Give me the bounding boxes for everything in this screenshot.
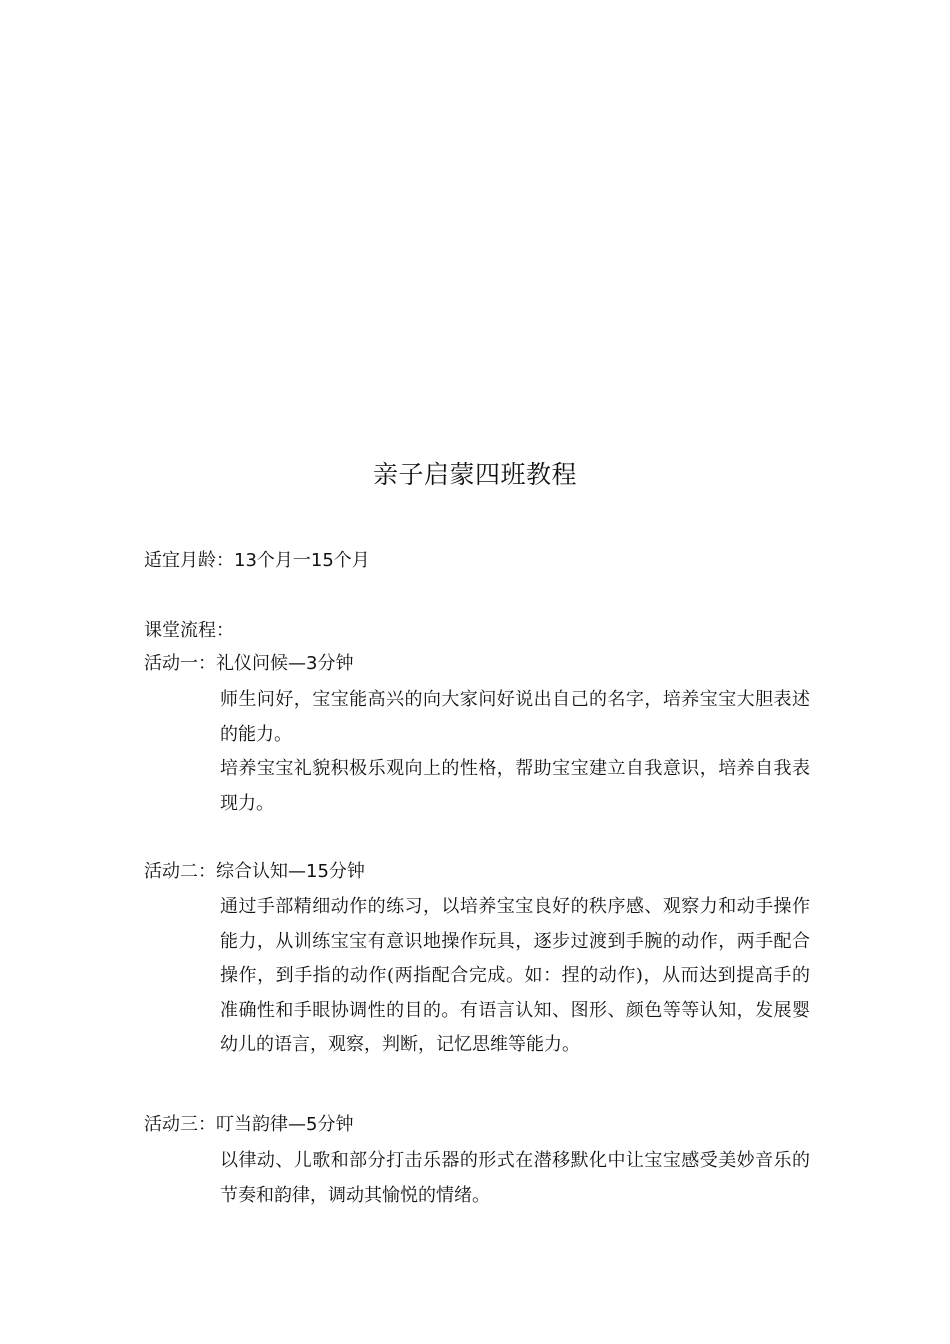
activity-3-heading: 活动三：叮当韵律—5分钟 xyxy=(144,1114,354,1135)
age-range-line: 适宜月龄：13个月一15个月 xyxy=(144,550,370,571)
document-title: 亲子启蒙四班教程 xyxy=(372,460,577,489)
activity-1-paragraph-2: 培养宝宝礼貌积极乐观向上的性格，帮助宝宝建立自我意识，培养自我表现力。 xyxy=(220,758,810,814)
activity-1-paragraph-1: 师生问好，宝宝能高兴的向大家问好说出自己的名字，培养宝宝大胆表述的能力。 xyxy=(220,689,810,745)
activity-3-paragraph-1: 以律动、儿歌和部分打击乐器的形式在潜移默化中让宝宝感受美妙音乐的节奏和韵律，调动其愉悦的情绪。 xyxy=(220,1150,810,1206)
class-flow-label: 课堂流程： xyxy=(144,620,234,641)
activity-2-heading: 活动二：综合认知—15分钟 xyxy=(144,861,365,882)
activity-1-heading: 活动一：礼仪问候—3分钟 xyxy=(144,653,354,674)
activity-2-paragraph-1: 通过手部精细动作的练习，以培养宝宝良好的秩序感、观察力和动手操作能力，从训练宝宝有意识地操作玩具，逐步过渡到手腕的动作，两手配合操作，到手指的动作(两指配合完成。如：捏的动作)，从而达到提高手的准确性和手眼协调性的目的。有语言认知、图形、颜色等等认知，发展婴幼儿的语言，观察，判断，记忆思维等能力。 xyxy=(220,896,810,1055)
